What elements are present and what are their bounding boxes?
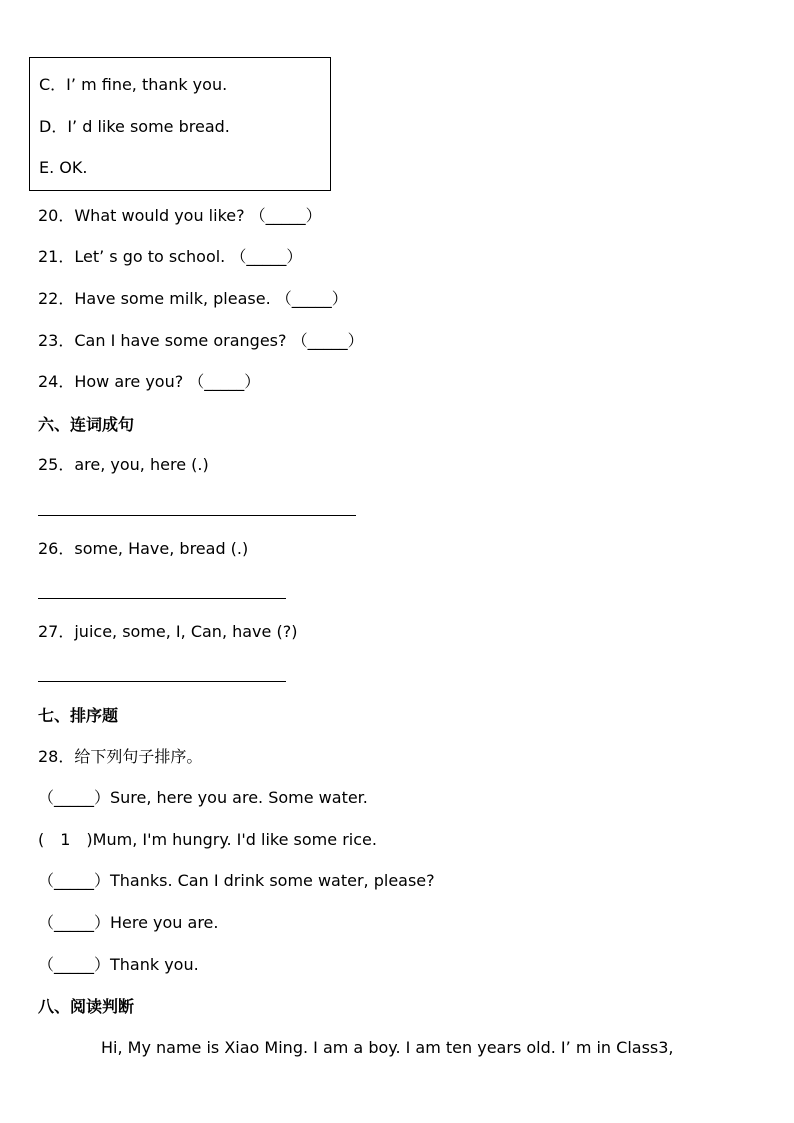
section-6-title: 六、连词成句	[38, 415, 135, 434]
answer-line-25[interactable]	[38, 515, 356, 516]
order-item-4: （_____）Here you are.	[38, 913, 219, 932]
answer-line-26[interactable]	[38, 598, 286, 599]
section-8-title: 八、阅读判断	[38, 997, 135, 1016]
option-d: D．I’ d like some bread.	[39, 117, 230, 136]
question-24: 24．How are you? （_____）	[38, 372, 261, 391]
question-23: 23．Can I have some oranges? （_____）	[38, 331, 364, 350]
question-25: 25．are, you, here (.)	[38, 455, 209, 474]
order-item-3: （_____）Thanks. Can I drink some water, please?	[38, 871, 435, 890]
question-21: 21．Let’ s go to school. （_____）	[38, 247, 303, 266]
order-item-1: （_____）Sure, here you are. Some water.	[38, 788, 368, 807]
question-26: 26．some, Have, bread (.)	[38, 539, 249, 558]
order-item-5: （_____）Thank you.	[38, 955, 199, 974]
section-7-title: 七、排序题	[38, 706, 119, 725]
option-c: C．I’ m fine, thank you.	[39, 75, 228, 94]
reading-passage: Hi, My name is Xiao Ming. I am a boy. I am ten years old. I’ m in Class3,	[101, 1038, 674, 1057]
answer-line-27[interactable]	[38, 681, 286, 682]
question-27: 27．juice, some, I, Can, have (?)	[38, 622, 298, 641]
options-box	[29, 57, 331, 191]
question-20: 20．What would you like? （_____）	[38, 206, 322, 225]
question-28: 28．给下列句子排序。	[38, 747, 203, 766]
order-item-2: ( 1 )Mum, I'm hungry. I'd like some rice.	[38, 830, 377, 849]
option-e: E. OK.	[39, 158, 88, 177]
question-22: 22．Have some milk, please. （_____）	[38, 289, 348, 308]
